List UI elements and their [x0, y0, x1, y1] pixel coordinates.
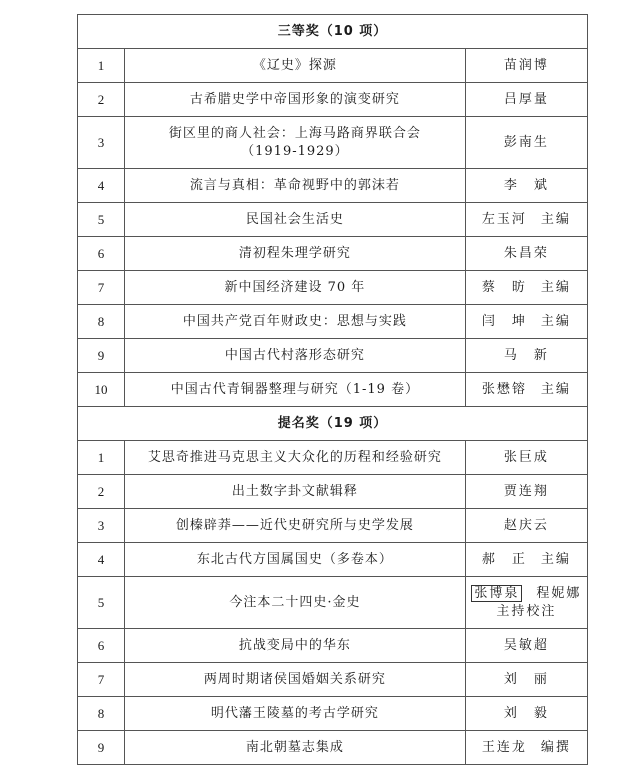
work-title: 东北古代方国属国史（多卷本） [125, 543, 466, 577]
work-title: 南北朝墓志集成 [125, 731, 466, 765]
row-number: 4 [78, 169, 125, 203]
work-title: 抗战变局中的华东 [125, 629, 466, 663]
author-name: 蔡 昉 [481, 279, 527, 295]
table-row [78, 373, 588, 407]
table-row [78, 577, 588, 629]
work-title: 流言与真相：革命视野中的郭沫若 [125, 169, 466, 203]
author-role: 主编 [540, 279, 571, 295]
row-number: 9 [78, 731, 125, 765]
author-cell [465, 373, 587, 407]
work-title: 清初程朱理学研究 [125, 237, 466, 271]
table-row [78, 663, 588, 697]
author-cell [465, 203, 587, 237]
author-role: 主编 [540, 551, 571, 567]
author-role: 主编 [540, 381, 571, 397]
table-row [78, 203, 588, 237]
table-row [78, 271, 588, 305]
row-number: 8 [78, 305, 125, 339]
author-role: 主编 [540, 313, 571, 329]
author-name: 左玉河 [481, 211, 527, 227]
table-row [78, 305, 588, 339]
row-number: 2 [78, 83, 125, 117]
work-title: 中国共产党百年财政史：思想与实践 [125, 305, 466, 339]
author-name: 李 斌 [465, 169, 587, 203]
section-heading: 三等奖（10 项） [78, 15, 588, 49]
author-name: 张懋镕 [481, 381, 527, 397]
row-number: 7 [78, 271, 125, 305]
table-row [78, 339, 588, 373]
work-title: 两周时期诸侯国婚姻关系研究 [125, 663, 466, 697]
section-heading: 提名奖（19 项） [78, 407, 588, 441]
row-number: 3 [78, 509, 125, 543]
table-row [78, 117, 588, 169]
work-title: 新中国经济建设 70 年 [125, 271, 466, 305]
author-cell [465, 577, 587, 629]
row-number: 5 [78, 203, 125, 237]
table-row [78, 83, 588, 117]
author-role: 主持校注 [496, 603, 557, 619]
author-name: 赵庆云 [465, 509, 587, 543]
row-number: 10 [78, 373, 125, 407]
author-name: 王连龙 [481, 739, 527, 755]
table-row [78, 49, 588, 83]
row-number: 6 [78, 237, 125, 271]
award-table [77, 14, 588, 765]
table-row [78, 543, 588, 577]
author-cell [465, 305, 587, 339]
work-title: 艾思奇推进马克思主义大众化的历程和经验研究 [125, 441, 466, 475]
row-number: 1 [78, 441, 125, 475]
work-title: 明代藩王陵墓的考古学研究 [125, 697, 466, 731]
author-name: 彭南生 [465, 117, 587, 169]
author-name: 刘 丽 [465, 663, 587, 697]
author-name: 吕厚量 [465, 83, 587, 117]
table-row [78, 731, 588, 765]
section-heading-row [78, 15, 588, 49]
row-number: 3 [78, 117, 125, 169]
work-title: 出土数字卦文献辑释 [125, 475, 466, 509]
author-cell [465, 543, 587, 577]
author-name: 刘 毅 [465, 697, 587, 731]
row-number: 8 [78, 697, 125, 731]
work-title: 中国古代青铜器整理与研究（1-19 卷） [125, 373, 466, 407]
author-name: 马 新 [465, 339, 587, 373]
work-title: 古希腊史学中帝国形象的演变研究 [125, 83, 466, 117]
table-row [78, 697, 588, 731]
author-role: 主编 [540, 211, 571, 227]
row-number: 6 [78, 629, 125, 663]
author-name: 贾连翔 [465, 475, 587, 509]
work-title [125, 117, 466, 169]
table-row [78, 629, 588, 663]
work-title: 创榛辟莽——近代史研究所与史学发展 [125, 509, 466, 543]
section-heading-row [78, 407, 588, 441]
author-name: 闫 坤 [481, 313, 527, 329]
work-title: 中国古代村落形态研究 [125, 339, 466, 373]
author-name: 张巨成 [465, 441, 587, 475]
author-name: 朱昌荣 [465, 237, 587, 271]
author-name-second: 程妮娜 [536, 585, 582, 601]
author-cell [465, 271, 587, 305]
work-title-line-2: （1919-1929） [241, 143, 349, 159]
author-name: 吴敏超 [465, 629, 587, 663]
table-row [78, 169, 588, 203]
row-number: 5 [78, 577, 125, 629]
work-title: 今注本二十四史·金史 [125, 577, 466, 629]
table-row [78, 237, 588, 271]
work-title: 民国社会生活史 [125, 203, 466, 237]
row-number: 1 [78, 49, 125, 83]
row-number: 4 [78, 543, 125, 577]
row-number: 9 [78, 339, 125, 373]
row-number: 7 [78, 663, 125, 697]
row-number: 2 [78, 475, 125, 509]
author-name: 郝 正 [481, 551, 527, 567]
work-title: 《辽史》探源 [125, 49, 466, 83]
author-name: 苗润博 [465, 49, 587, 83]
work-title-line-1: 街区里的商人社会：上海马路商界联合会 [168, 125, 421, 141]
table-row [78, 509, 588, 543]
author-role: 编撰 [540, 739, 571, 755]
table-row [78, 475, 588, 509]
table-row [78, 441, 588, 475]
author-cell [465, 731, 587, 765]
author-name: 张博泉 [471, 585, 522, 602]
